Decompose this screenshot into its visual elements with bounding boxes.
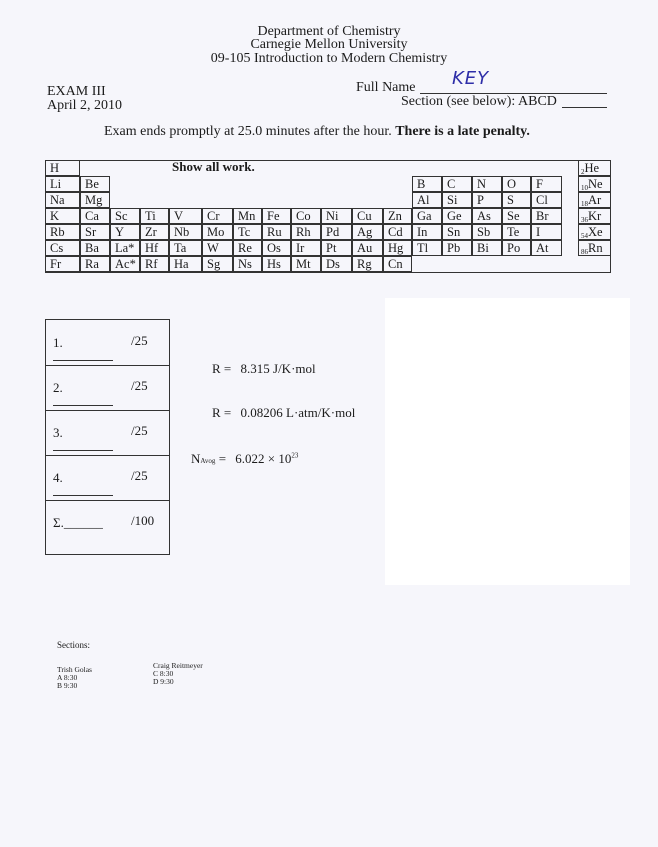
element-i: I — [531, 224, 562, 240]
full-name-label: Full Name — [356, 80, 416, 95]
full-name-value: KEY — [452, 68, 490, 89]
element-n: N — [472, 176, 502, 192]
element-sg: Sg — [202, 256, 233, 272]
element-pb: Pb — [442, 240, 472, 256]
element-nb: Nb — [169, 224, 202, 240]
element-cl: Cl — [531, 192, 562, 208]
exam-notice — [104, 124, 530, 140]
element-be: Be — [80, 176, 110, 192]
atomic-number: 10 — [581, 184, 588, 192]
score-blank-line — [53, 495, 113, 496]
element-ds: Ds — [321, 256, 352, 272]
element-mn: Mn — [233, 208, 262, 224]
element-v: V — [169, 208, 202, 224]
score-row — [46, 500, 169, 545]
element-pd: Pd — [321, 224, 352, 240]
element-he — [578, 160, 611, 176]
element-cs: Cs — [45, 240, 80, 256]
avogadro-constant — [191, 451, 298, 467]
element-at: At — [531, 240, 562, 256]
element-au: Au — [352, 240, 383, 256]
atomic-number: 18 — [581, 200, 588, 208]
question-points: /25 — [131, 423, 148, 438]
element-al: Al — [412, 192, 442, 208]
avogadro-eq: = — [218, 451, 227, 466]
element-ha: Ha — [169, 256, 202, 272]
question-points: /25 — [131, 378, 148, 393]
element-mo: Mo — [202, 224, 233, 240]
element-os: Os — [262, 240, 291, 256]
element-co: Co — [291, 208, 321, 224]
score-row — [46, 320, 169, 366]
element-fe: Fe — [262, 208, 291, 224]
element-xe — [578, 224, 611, 240]
score-blank-line — [53, 360, 113, 361]
atomic-number: 2 — [581, 168, 585, 176]
element-mt: Mt — [291, 256, 321, 272]
gas-constant-1-value: 8.315 J/K·mol — [240, 361, 316, 376]
element-w: W — [202, 240, 233, 256]
section-c: C 8:30 — [153, 669, 174, 678]
element-sn: Sn — [442, 224, 472, 240]
element-c: C — [442, 176, 472, 192]
section-line — [562, 106, 607, 108]
element-sb: Sb — [472, 224, 502, 240]
element-ba: Ba — [80, 240, 110, 256]
element-zr: Zr — [140, 224, 169, 240]
sections-col1 — [57, 666, 92, 690]
atomic-number: 86 — [581, 248, 588, 256]
blank-region — [385, 298, 630, 585]
element-kr — [578, 208, 611, 224]
element-cd: Cd — [383, 224, 412, 240]
gas-constant-2-label: R = — [212, 405, 232, 420]
element-ns: Ns — [233, 256, 262, 272]
element-rf: Rf — [140, 256, 169, 272]
gas-constant-1-label: R = — [212, 361, 232, 376]
element-symbol: Ar — [588, 193, 602, 207]
atomic-number: 54 — [581, 232, 588, 240]
element-hf: Hf — [140, 240, 169, 256]
score-row — [46, 365, 169, 411]
element-si: Si — [442, 192, 472, 208]
element-ir: Ir — [291, 240, 321, 256]
element-hs: Hs — [262, 256, 291, 272]
score-box — [45, 319, 170, 555]
score-row — [46, 455, 169, 501]
element-cn: Cn — [383, 256, 412, 272]
element-ni: Ni — [321, 208, 352, 224]
notice-text: Exam ends promptly at 25.0 minutes after the hour. — [104, 124, 392, 139]
exam-date: April 2, 2010 — [47, 98, 123, 113]
score-blank-line — [53, 405, 113, 406]
avogadro-value: 6.022 × 10 — [235, 451, 292, 466]
element-in: In — [412, 224, 442, 240]
gas-constant-1 — [212, 361, 316, 377]
element-ne — [578, 176, 611, 192]
element-tl: Tl — [412, 240, 442, 256]
element-rb: Rb — [45, 224, 80, 240]
element-cu: Cu — [352, 208, 383, 224]
sections-title: Sections: — [57, 640, 90, 650]
element-ra: Ra — [80, 256, 110, 272]
section-b: B 9:30 — [57, 681, 78, 690]
element-symbol: He — [584, 161, 600, 175]
element-rn — [578, 240, 611, 256]
element-se: Se — [502, 208, 531, 224]
element-bi: Bi — [472, 240, 502, 256]
element-as: As — [472, 208, 502, 224]
question-number: 2. — [53, 380, 63, 395]
question-number: 4. — [53, 470, 63, 485]
instructor-2: Craig Reitmeyer — [153, 661, 203, 670]
element-symbol: Ne — [588, 177, 603, 191]
sections-col2 — [153, 662, 203, 686]
exam-title: EXAM III — [47, 84, 106, 99]
question-points: /25 — [131, 333, 148, 348]
element-re: Re — [233, 240, 262, 256]
element-la: La* — [110, 240, 140, 256]
element-symbol: Xe — [588, 225, 603, 239]
section-a: A 8:30 — [57, 673, 78, 682]
question-number: 3. — [53, 425, 63, 440]
element-b: B — [412, 176, 442, 192]
element-ru: Ru — [262, 224, 291, 240]
score-row — [46, 410, 169, 456]
avogadro-exp: 23 — [291, 451, 299, 460]
element-li: Li — [45, 176, 80, 192]
element-symbol: Kr — [588, 209, 602, 223]
score-blank-line — [53, 450, 113, 451]
element-k: K — [45, 208, 80, 224]
dept-title: Department of Chemistry — [257, 24, 401, 39]
element-ca: Ca — [80, 208, 110, 224]
question-number: Σ.______ — [53, 515, 103, 530]
periodic-table — [45, 160, 611, 273]
element-pt: Pt — [321, 240, 352, 256]
element-br: Br — [531, 208, 562, 224]
element-sc: Sc — [110, 208, 140, 224]
element-ga: Ga — [412, 208, 442, 224]
element-ge: Ge — [442, 208, 472, 224]
element-cr: Cr — [202, 208, 233, 224]
element-rg: Rg — [352, 256, 383, 272]
element-fr: Fr — [45, 256, 80, 272]
gas-constant-2 — [212, 405, 355, 421]
element-mg: Mg — [80, 192, 110, 208]
university-title: Carnegie Mellon University — [250, 37, 408, 52]
element-symbol: Rn — [588, 241, 603, 255]
gas-constant-2-value: 0.08206 L·atm/K·mol — [240, 405, 356, 420]
element-h: H — [45, 160, 80, 176]
element-hg: Hg — [383, 240, 412, 256]
section-label: Section (see below): ABCD — [401, 94, 557, 109]
question-points: /25 — [131, 468, 148, 483]
element-na: Na — [45, 192, 80, 208]
element-ac: Ac* — [110, 256, 140, 272]
element-sr: Sr — [80, 224, 110, 240]
element-te: Te — [502, 224, 531, 240]
late-penalty-text: There is a late penalty. — [395, 124, 530, 139]
element-ar — [578, 192, 611, 208]
element-s: S — [502, 192, 531, 208]
avogadro-label: N — [191, 451, 201, 466]
element-y: Y — [110, 224, 140, 240]
question-points: /100 — [131, 513, 155, 528]
element-ta: Ta — [169, 240, 202, 256]
element-o: O — [502, 176, 531, 192]
element-rh: Rh — [291, 224, 321, 240]
element-f: F — [531, 176, 562, 192]
show-work-text: Show all work. — [172, 159, 255, 174]
avogadro-sub: Avog — [200, 457, 216, 465]
element-zn: Zn — [383, 208, 412, 224]
element-ag: Ag — [352, 224, 383, 240]
element-p: P — [472, 192, 502, 208]
question-number: 1. — [53, 335, 63, 350]
element-ti: Ti — [140, 208, 169, 224]
section-d: D 9:30 — [153, 677, 174, 686]
atomic-number: 36 — [581, 216, 588, 224]
element-tc: Tc — [233, 224, 262, 240]
instructor-1: Trish Golas — [57, 665, 92, 674]
element-po: Po — [502, 240, 531, 256]
course-title: 09-105 Introduction to Modern Chemistry — [210, 51, 448, 66]
